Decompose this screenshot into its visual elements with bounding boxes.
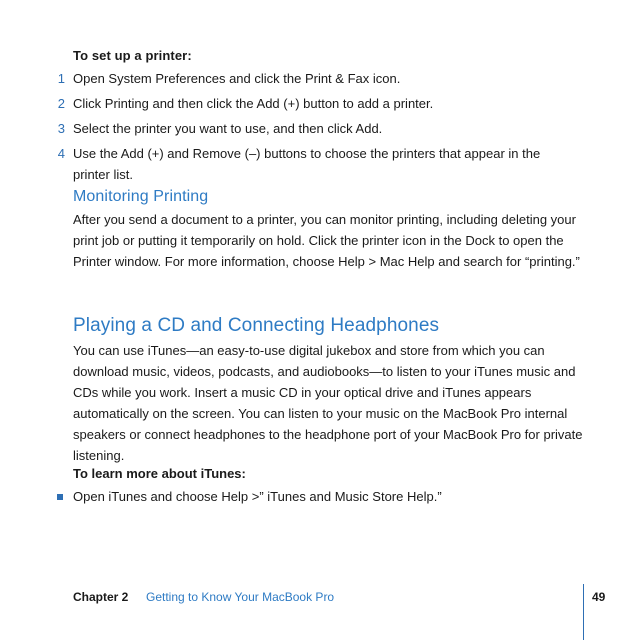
setup-steps (0, 68, 638, 189)
bullet-text: Open iTunes and choose Help >” iTunes and Music Store Help.” (73, 489, 442, 504)
step-text: Use the Add (+) and Remove (–) buttons to choose the printers that appear in the printer list. (73, 146, 541, 182)
step-number: 1 (57, 71, 65, 86)
footer-divider (583, 584, 584, 640)
step-text: Select the printer you want to use, and then click Add. (73, 121, 383, 136)
step-2 (0, 93, 573, 114)
page-number: 49 (592, 590, 606, 604)
step-number: 2 (57, 96, 65, 111)
itunes-learn-heading: To learn more about iTunes: (73, 466, 246, 481)
monitoring-heading: Monitoring Printing (73, 188, 209, 205)
footer-chapter-title: Getting to Know Your MacBook Pro (146, 590, 335, 604)
step-4 (0, 143, 573, 185)
step-text: Click Printing and then click the Add (+) button to add a printer. (73, 96, 434, 111)
cd-heading: Playing a CD and Connecting Headphones (73, 315, 440, 336)
setup-heading: To set up a printer: (73, 48, 192, 63)
square-bullet-icon (57, 494, 63, 500)
cd-body: You can use iTunes—an easy-to-use digital jukebox and store from which you can download music, videos, podcasts, and audiobooks—to listen to your iTunes music and CDs while you work. Insert a music CD in your optical drive and iTunes appears automatically on the screen. You can listen to your music on the MacBook Pro internal speakers or connect headphones to the headphone port of your MacBook Pro for private listening. (73, 343, 583, 463)
step-text: Open System Preferences and click the Print & Fax icon. (73, 71, 401, 86)
monitoring-body: After you send a document to a printer, you can monitor printing, including deleting your print job or putting it temporarily on hold. Click the printer icon in the Dock to open the Printer window. For more information, choose Help > Mac Help and search for “printing.” (73, 212, 580, 269)
step-1 (0, 68, 573, 89)
step-number: 3 (57, 121, 65, 136)
step-number: 4 (57, 146, 65, 161)
step-3 (0, 118, 573, 139)
footer-chapter-label: Chapter 2 (73, 590, 129, 604)
